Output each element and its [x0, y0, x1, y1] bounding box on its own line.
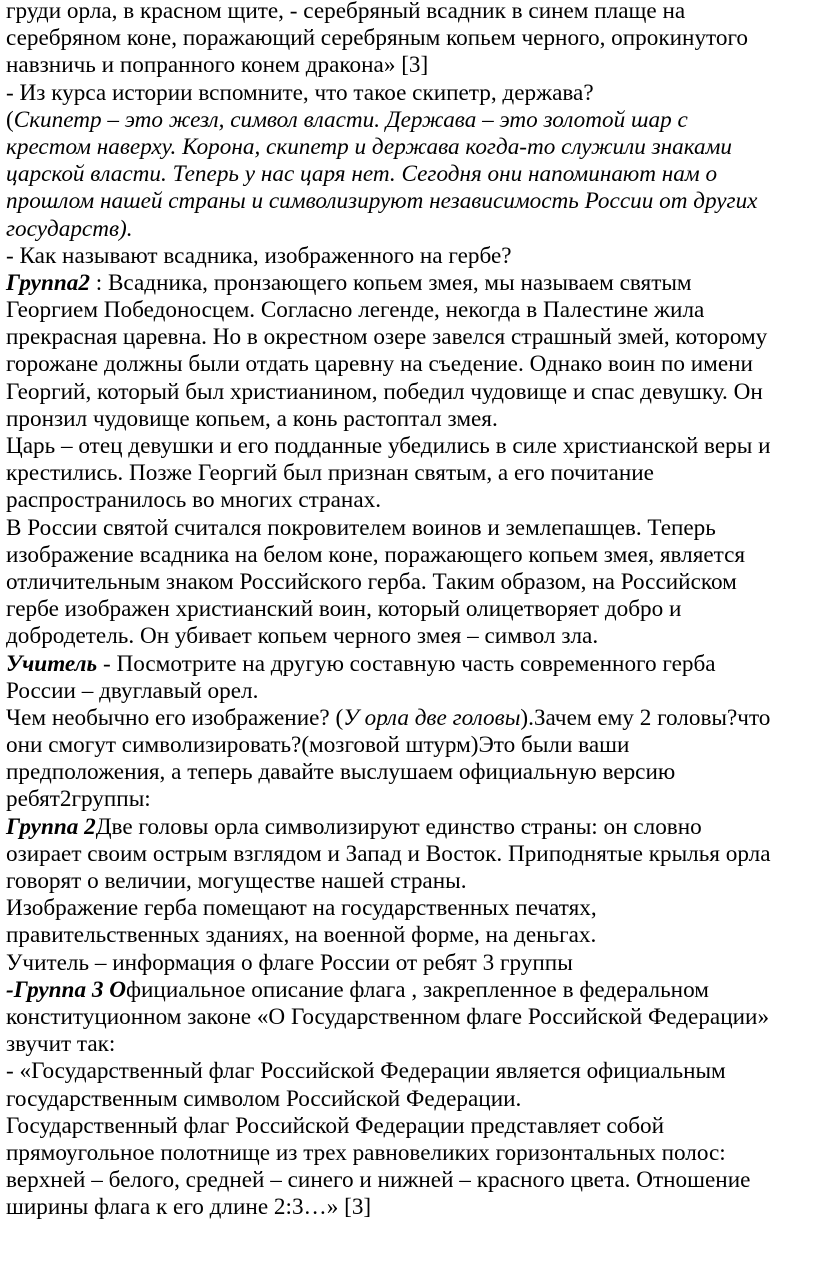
- text-line: [6, 569, 812, 596]
- italic-text: Скипетр – это жезл, символ власти. Держава – это золотой шар с: [13, 106, 688, 133]
- body-text: гербе изображен христианский воин, который олицетворяет добро и: [6, 596, 682, 623]
- body-text: - Из курса истории вспомните, что такое скипетр, держава?: [6, 79, 594, 106]
- text-line: [6, 868, 812, 895]
- body-text: ширины флага к его длине 2:3…» [3]: [6, 1194, 372, 1221]
- body-text: отличительным знаком Российского герба. Таким образом, на Российском: [6, 568, 737, 595]
- body-text: - «Государственный флаг Российской Федерации является официальным: [6, 1058, 726, 1085]
- text-line: [6, 732, 812, 759]
- text-line: [6, 1113, 812, 1140]
- text-line: [6, 1058, 812, 1085]
- body-text: государственным символом Российской Федерации.: [6, 1085, 522, 1112]
- text-line: [6, 433, 812, 460]
- text-line: [6, 1086, 812, 1113]
- text-line: [6, 1194, 812, 1221]
- text-line: [6, 977, 812, 1004]
- text-line: [6, 134, 812, 161]
- text-line: [6, 759, 812, 786]
- body-text: серебряном коне, поражающий серебряным копьем черного, опрокинутого: [6, 25, 748, 52]
- body-text: Учитель – информация о флаге России от ребят 3 группы: [6, 949, 573, 976]
- body-text: Изображение герба помещают на государственных печатях,: [6, 895, 597, 922]
- text-line: [6, 80, 812, 107]
- text-line: [6, 678, 812, 705]
- text-line: [6, 324, 812, 351]
- body-text: фициальное описание флага , закрепленное в федеральном: [125, 976, 709, 1003]
- text-line: [6, 0, 812, 25]
- text-line: [6, 161, 812, 188]
- text-line: [6, 243, 812, 270]
- body-text: Чем необычно его изображение? (: [6, 704, 344, 731]
- body-text: озирает своим острым взглядом и Запад и Восток. Приподнятые крылья орла: [6, 840, 771, 867]
- text-line: [6, 297, 812, 324]
- speaker-label: Группа2: [6, 269, 90, 296]
- body-text: они смогут символизировать?(мозговой штурм)Это были ваши: [6, 732, 630, 759]
- body-text: правительственных зданиях, на военной форме, на деньгах.: [6, 922, 597, 949]
- body-text: добродетель. Он убивает копьем черного змея – символ зла.: [6, 623, 599, 650]
- body-text: России – двуглавый орел.: [6, 677, 259, 704]
- text-line: [6, 460, 812, 487]
- text-line: [6, 25, 812, 52]
- text-line: [6, 107, 812, 134]
- text-line: [6, 841, 812, 868]
- body-text: Георгий, который был христианином, победил чудовище и спас девушку. Он: [6, 378, 763, 405]
- body-text: навзничь и попранного конем дракона» [3]: [6, 52, 429, 79]
- body-text: пронзил чудовище копьем, а конь растоптал змея.: [6, 405, 498, 432]
- speaker-label: Группа 2: [6, 813, 96, 840]
- italic-text: прошлом нашей страны и символизируют независимость России от других: [6, 188, 758, 215]
- body-text: прямоугольное полотнище из трех равновеликих горизонтальных полос:: [6, 1139, 726, 1166]
- body-text: Две головы орла символизируют единство страны: он словно: [95, 813, 702, 840]
- text-line: [6, 270, 812, 297]
- text-line: [6, 515, 812, 542]
- text-line: [6, 216, 812, 243]
- text-line: [6, 705, 812, 732]
- body-text: прекрасная царевна. Но в окрестном озере завелся страшный змей, которому: [6, 324, 768, 351]
- speaker-label: Учитель: [6, 650, 98, 677]
- body-text: конституционном законе «О Государственном флаге Российской Федерации»: [6, 1003, 770, 1030]
- body-text: предположения, а теперь давайте выслушаем официальную версию: [6, 759, 676, 786]
- body-text: изображение всадника на белом коне, поражающего копьем змея, является: [6, 541, 746, 568]
- italic-text: крестом наверху. Корона, скипетр и держава когда-то служили знаками: [6, 133, 733, 160]
- body-text: горожане должны были отдать царевну на съедение. Однако воин по имени: [6, 351, 753, 378]
- body-text: ребят2группы:: [6, 786, 151, 813]
- text-line: [6, 1031, 812, 1058]
- text-line: [6, 542, 812, 569]
- body-text: ).Зачем ему 2 головы?что: [520, 704, 771, 731]
- text-line: [6, 1140, 812, 1167]
- body-text: Государственный флаг Российской Федерации представляет собой: [6, 1112, 665, 1139]
- text-line: [6, 379, 812, 406]
- text-line: [6, 406, 812, 433]
- text-line: [6, 1004, 812, 1031]
- text-line: [6, 814, 812, 841]
- body-text: - Посмотрите на другую составную часть современного герба: [97, 650, 716, 677]
- body-text: (: [6, 106, 14, 133]
- italic-text: У орла две головы: [343, 704, 521, 731]
- text-line: [6, 188, 812, 215]
- body-text: крестились. Позже Георгий был признан святым, а его почитание: [6, 460, 654, 487]
- body-text: Царь – отец девушки и его подданные убедились в силе христианской веры и: [6, 433, 771, 459]
- italic-text: государств).: [6, 215, 133, 242]
- body-text: верхней – белого, средней – синего и нижней – красного цвета. Отношение: [6, 1167, 751, 1194]
- body-text: груди орла, в красном щите, - серебряный всадник в синем плаще на: [6, 0, 686, 24]
- body-text: распространилось во многих странах.: [6, 487, 382, 514]
- text-line: [6, 922, 812, 949]
- text-line: [6, 351, 812, 378]
- body-text: : Всадника, пронзающего копьем змея, мы называем святым: [89, 269, 692, 296]
- italic-text: царской власти. Теперь у нас царя нет. Сегодня они напоминают нам о: [6, 161, 718, 188]
- text-line: [6, 651, 812, 678]
- speaker-label: -Группа 3 О: [6, 976, 126, 1003]
- text-line: [6, 786, 812, 813]
- body-text: - Как называют всадника, изображенного на гербе?: [6, 242, 512, 269]
- text-line: [6, 52, 812, 79]
- text-line: [6, 596, 812, 623]
- text-line: [6, 623, 812, 650]
- body-text: звучит так:: [6, 1031, 116, 1058]
- body-text: говорят о величии, могуществе нашей страны.: [6, 868, 467, 894]
- document-page: [6, 0, 812, 1221]
- body-text: Георгием Победоносцем. Согласно легенде, некогда в Палестине жила: [6, 297, 705, 324]
- text-line: [6, 950, 812, 977]
- text-line: [6, 1167, 812, 1194]
- text-line: [6, 487, 812, 514]
- text-line: [6, 895, 812, 922]
- body-text: В России святой считался покровителем воинов и землепашцев. Теперь: [6, 514, 716, 541]
